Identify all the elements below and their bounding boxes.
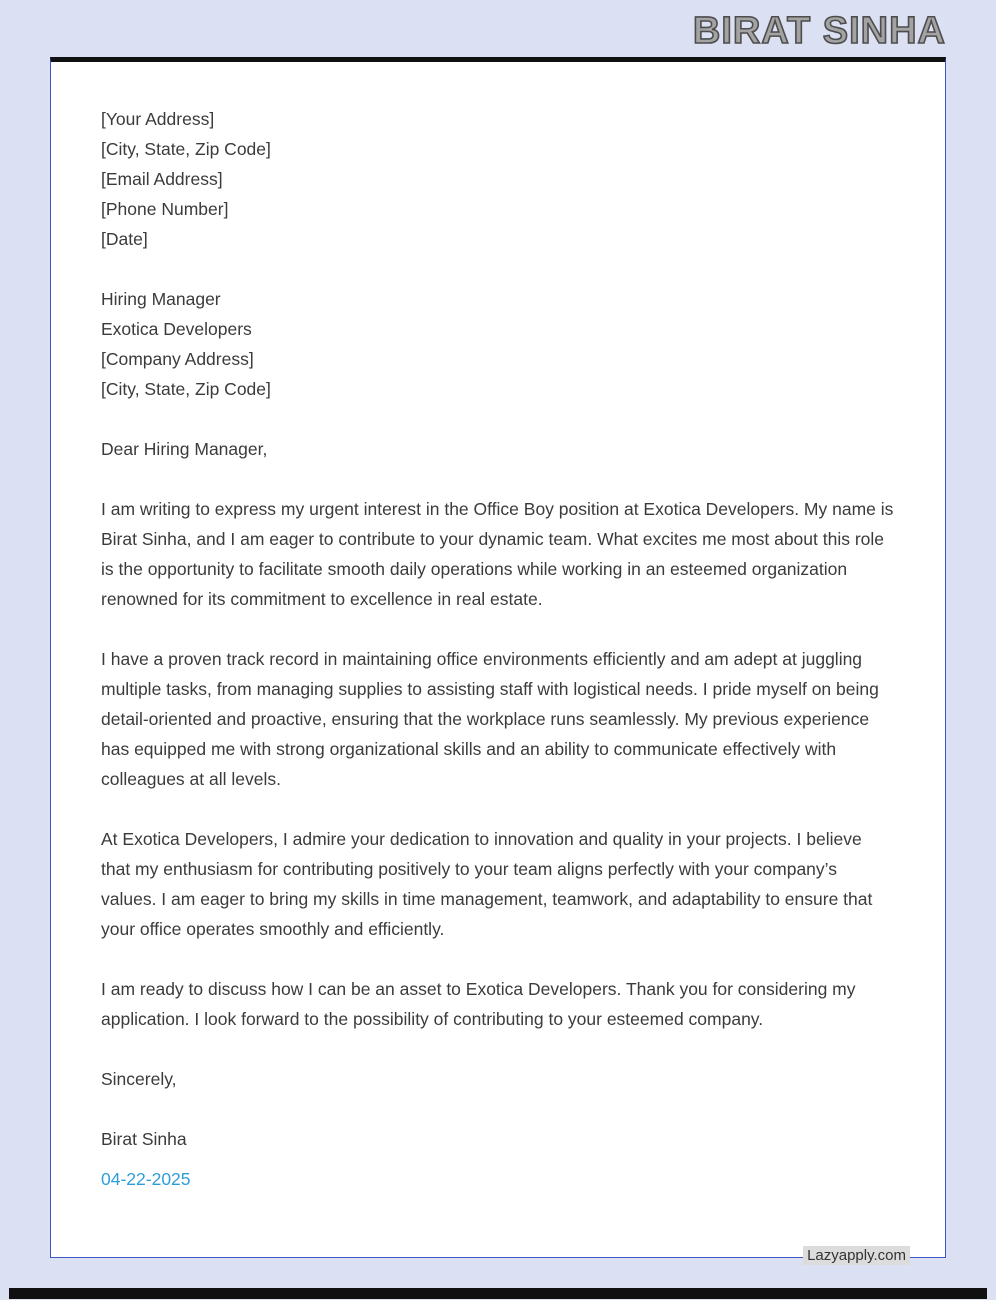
sender-address-line: [Date] [101, 229, 148, 249]
letter-paragraph: At Exotica Developers, I admire your dedication to innovation and quality in your projects. I believe that my enthusiasm for contributing positively to your team aligns perfectly with your company’s values. I am eager to bring my skills in time management, teamwork, and adaptability to ensure that your office operates smoothly and efficiently. [101, 829, 873, 939]
recipient-line: [City, State, Zip Code] [101, 379, 271, 399]
letter-body [51, 62, 945, 1194]
sender-address-line: [Phone Number] [101, 199, 229, 219]
signature-name: Birat Sinha [101, 1129, 187, 1149]
spacer [101, 254, 895, 284]
date-link[interactable]: 04-22-2025 [101, 1169, 191, 1189]
letter-paragraph: I am writing to express my urgent interest in the Office Boy position at Exotica Developers. My name is Birat Sinha, and I am eager to contribute to your dynamic team. What excites me most about this role is the opportunity to facilitate smooth daily operations while working in an esteemed organization renowned for its commitment to excellence in real estate. [101, 499, 894, 609]
spacer [101, 404, 895, 434]
closing: Sincerely, [101, 1069, 177, 1089]
salutation: Dear Hiring Manager, [101, 439, 268, 459]
spacer [101, 1094, 895, 1124]
sender-address-block [101, 104, 895, 254]
recipient-line: Hiring Manager [101, 289, 221, 309]
sender-address-line: [Email Address] [101, 169, 223, 189]
cover-letter-document [50, 57, 946, 1258]
letter-paragraph: I have a proven track record in maintaining office environments efficiently and am adept at juggling multiple tasks, from managing supplies to assisting staff with logistical needs. I pride myself on being detail-oriented and proactive, ensuring that the workplace runs seamlessly. My previous experience has equipped me with strong organizational skills and an ability to communicate effectively with colleagues at all levels. [101, 649, 879, 789]
recipient-address-block [101, 284, 895, 404]
letter-paragraph: I am ready to discuss how I can be an asset to Exotica Developers. Thank you for considering my application. I look forward to the possibility of contributing to your esteemed company. [101, 979, 856, 1029]
bottom-divider-bar [9, 1288, 987, 1299]
lazyapply-watermark: Lazyapply.com [803, 1246, 910, 1265]
sender-address-line: [City, State, Zip Code] [101, 139, 271, 159]
page-title: BIRAT SINHA [692, 10, 946, 52]
recipient-line: Exotica Developers [101, 319, 252, 339]
sender-address-line: [Your Address] [101, 109, 215, 129]
spacer [101, 464, 895, 494]
recipient-line: [Company Address] [101, 349, 254, 369]
